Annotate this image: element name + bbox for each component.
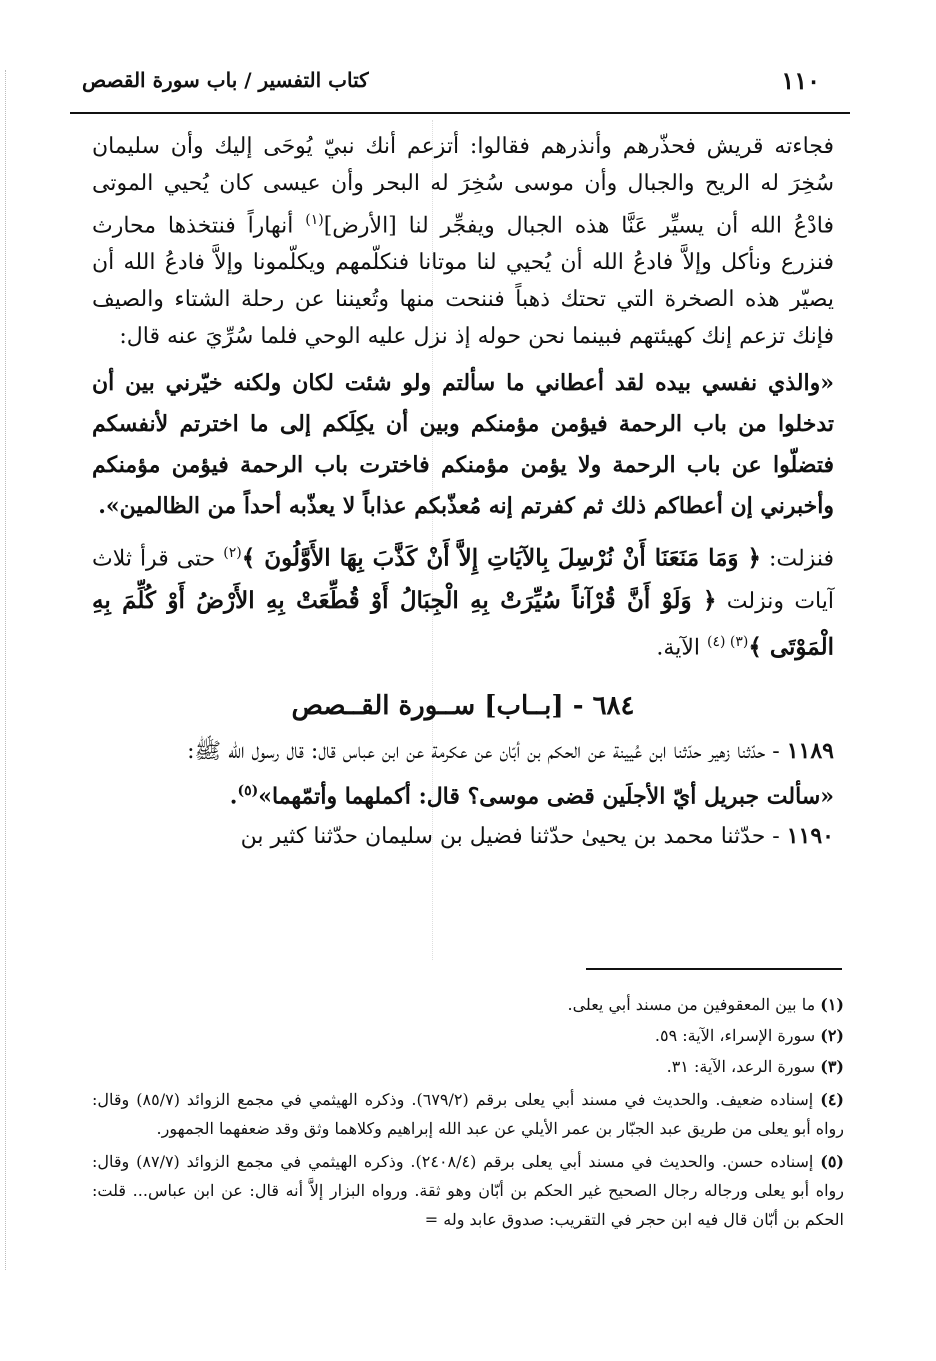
footnote-text: سورة الإسراء، الآية: ٥٩. xyxy=(654,1026,821,1045)
running-head: كتاب التفسير / باب سورة القصص xyxy=(82,68,369,92)
footnote-1 xyxy=(92,990,844,1019)
footnote-rule xyxy=(586,968,842,970)
page-number: ١١٠ xyxy=(781,66,820,95)
footnote-number: (٣) xyxy=(820,1057,844,1076)
footnote-number: (٤) xyxy=(820,1090,844,1109)
footnote-text: ما بين المعقوفين من مسند أبي يعلى. xyxy=(567,995,821,1014)
page-header xyxy=(70,64,850,112)
hadith-1189-quote-end: . xyxy=(229,783,238,810)
footnote-ref-1: (١) xyxy=(305,212,324,228)
quran-paragraph xyxy=(92,533,834,668)
footnotes xyxy=(92,990,844,1236)
quran-lead: فنزلت: xyxy=(760,546,834,572)
footnote-3 xyxy=(92,1052,844,1081)
hadith-quote: «والذي نفسي بيده لقد أعطاني ما سألتم ولو شئت لكان ولكنه خيّرني بين أن تدخلوا من باب الرحمة فيؤمن مؤمنكم وبين أن يكِلَكم إلى ما اخترتم لأنفسكم فتضلّوا عن باب الرحمة ولا يؤمن مؤمنكم فاخترت باب الرحمة فيؤمن مؤمنكم وأخبرني إن أعطاكم ذلك ثم كفرتم إنه مُعذّبكم عذاباً لا يعذّبه أحداً من الظالمين». xyxy=(92,370,834,520)
intro-text: فجاءته قريش فحذّرهم وأنذرهم فقالوا: أتزعم أنك نبيّ يُوحَى إليك وأن سليمان سُخِرَ له الريح والجبال وأن موسى سُخِرَ له البحر وأن عيسى كان يُحيي الموتى فادْعُ الله أن يسيِّر عَنَّا هذه الجبال ويفجِّر لنا [الأرض] xyxy=(92,134,834,239)
footnote-ref-5: (٥) xyxy=(237,782,259,799)
intro-text-cont: أنهاراً فنتخذها محارث فنزرع ونأكل وإلاَّ فادعُ الله أن يُحيي لنا موتانا فنكلّمهم ويكلّمونا وإلاَّ فادعُ الله أن يصيّر هذه الصخرة التي تحتك ذهباً فننحت منها وتُعيننا عن رحلة الشتاء والصيف فإنك تزعم إنك كهيئتهم فبينما نحن حوله إذ نزل عليه الوحي فلما سُرِّيَ عنه قال: xyxy=(92,213,834,350)
hadith-1190 xyxy=(92,817,834,856)
quran-mid: حتى قرأ ثلاث آيات ونزلت xyxy=(92,546,834,614)
section-heading: ٦٨٤ - [بــاب] ســورة القــصص xyxy=(291,690,635,721)
hadith-1190-text: - حدّثنا محمد بن يحيىٰ حدّثنا فضيل بن سليمان حدّثنا كثير بن xyxy=(240,824,787,850)
scan-edge-line xyxy=(5,70,6,1270)
hadith-1189 xyxy=(92,732,834,771)
hadith-number-1190: ١١٩٠ xyxy=(786,823,834,850)
quran-verse-1: ﴿ وَمَا مَنَعَنَا أَنْ نُرْسِلَ بِالآيَاتِ إِلاَّ أَنْ كَذَّبَ بِهَا الأَوَّلُونَ ﴾ xyxy=(241,544,761,572)
footnote-text: سورة الرعد، الآية: ٣١. xyxy=(666,1057,821,1076)
footnote-number: (٢) xyxy=(820,1026,844,1045)
footnote-5 xyxy=(92,1147,844,1234)
footnote-number: (٥) xyxy=(820,1152,844,1171)
hadith-number-1189: ١١٨٩ xyxy=(786,737,834,764)
quran-verse-2: ﴿ وَلَوْ أَنَّ قُرْآناً سُيِّرَتْ بِهِ الْجِبَالُ أَوْ قُطِّعَتْ بِهِ الأَرْضُ أَوْ كُلِّمَ بِهِ الْمَوْتَى ﴾ xyxy=(92,586,834,660)
footnote-4 xyxy=(92,1085,844,1143)
footnote-ref-3-4: (٣) (٤) xyxy=(706,633,749,650)
quran-tail: الآية. xyxy=(656,634,707,660)
footnote-text: إسناده ضعيف. والحديث في مسند أبي يعلى برقم (٦٧٩/٢). وذكره الهيثمي في مجمع الزوائد (٨٥/٧) وقال: رواه أبو يعلى من طريق عبد الجبّار بن عمر الأيلي عن عبد الله إبراهيم وكلاهما وثق وقد ضعفهما الجمهور. xyxy=(92,1090,844,1138)
main-text xyxy=(92,128,834,856)
footnote-text: إسناده حسن. والحديث في مسند أبي يعلى برقم (٢٤٠٨/٤). وذكره الهيثمي في مجمع الزوائد (٨٧/٧) وقال: رواه أبو يعلى ورجاله رجال الصحيح غير الحكم بن أبّان وهو ثقة. ورواه البزار إلاَّ أنه قال: عن ابن عباس... قلت: الحكم بن أبّان قال فيه ابن حجر في التقريب: صدوق عابد وله = xyxy=(92,1152,844,1229)
hadith-1189-quote-text: «سألت جبريل أيّ الأجلَين قضى موسى؟ قال: أكملهما وأتمّهما» xyxy=(258,783,834,810)
hadith-1189-quote xyxy=(92,771,834,817)
hadith-1189-text: - حدّثنا زهير حدّثنا ابن عُيينة عن الحكم بن أبّان عن عكرمة عن ابن عباس قال: قال رسول الله ﷺ: xyxy=(187,738,787,764)
header-rule xyxy=(70,112,850,114)
footnote-2 xyxy=(92,1021,844,1050)
footnote-ref-2: (٢) xyxy=(223,545,242,562)
intro-paragraph xyxy=(92,128,834,355)
footnote-number: (١) xyxy=(820,995,844,1014)
